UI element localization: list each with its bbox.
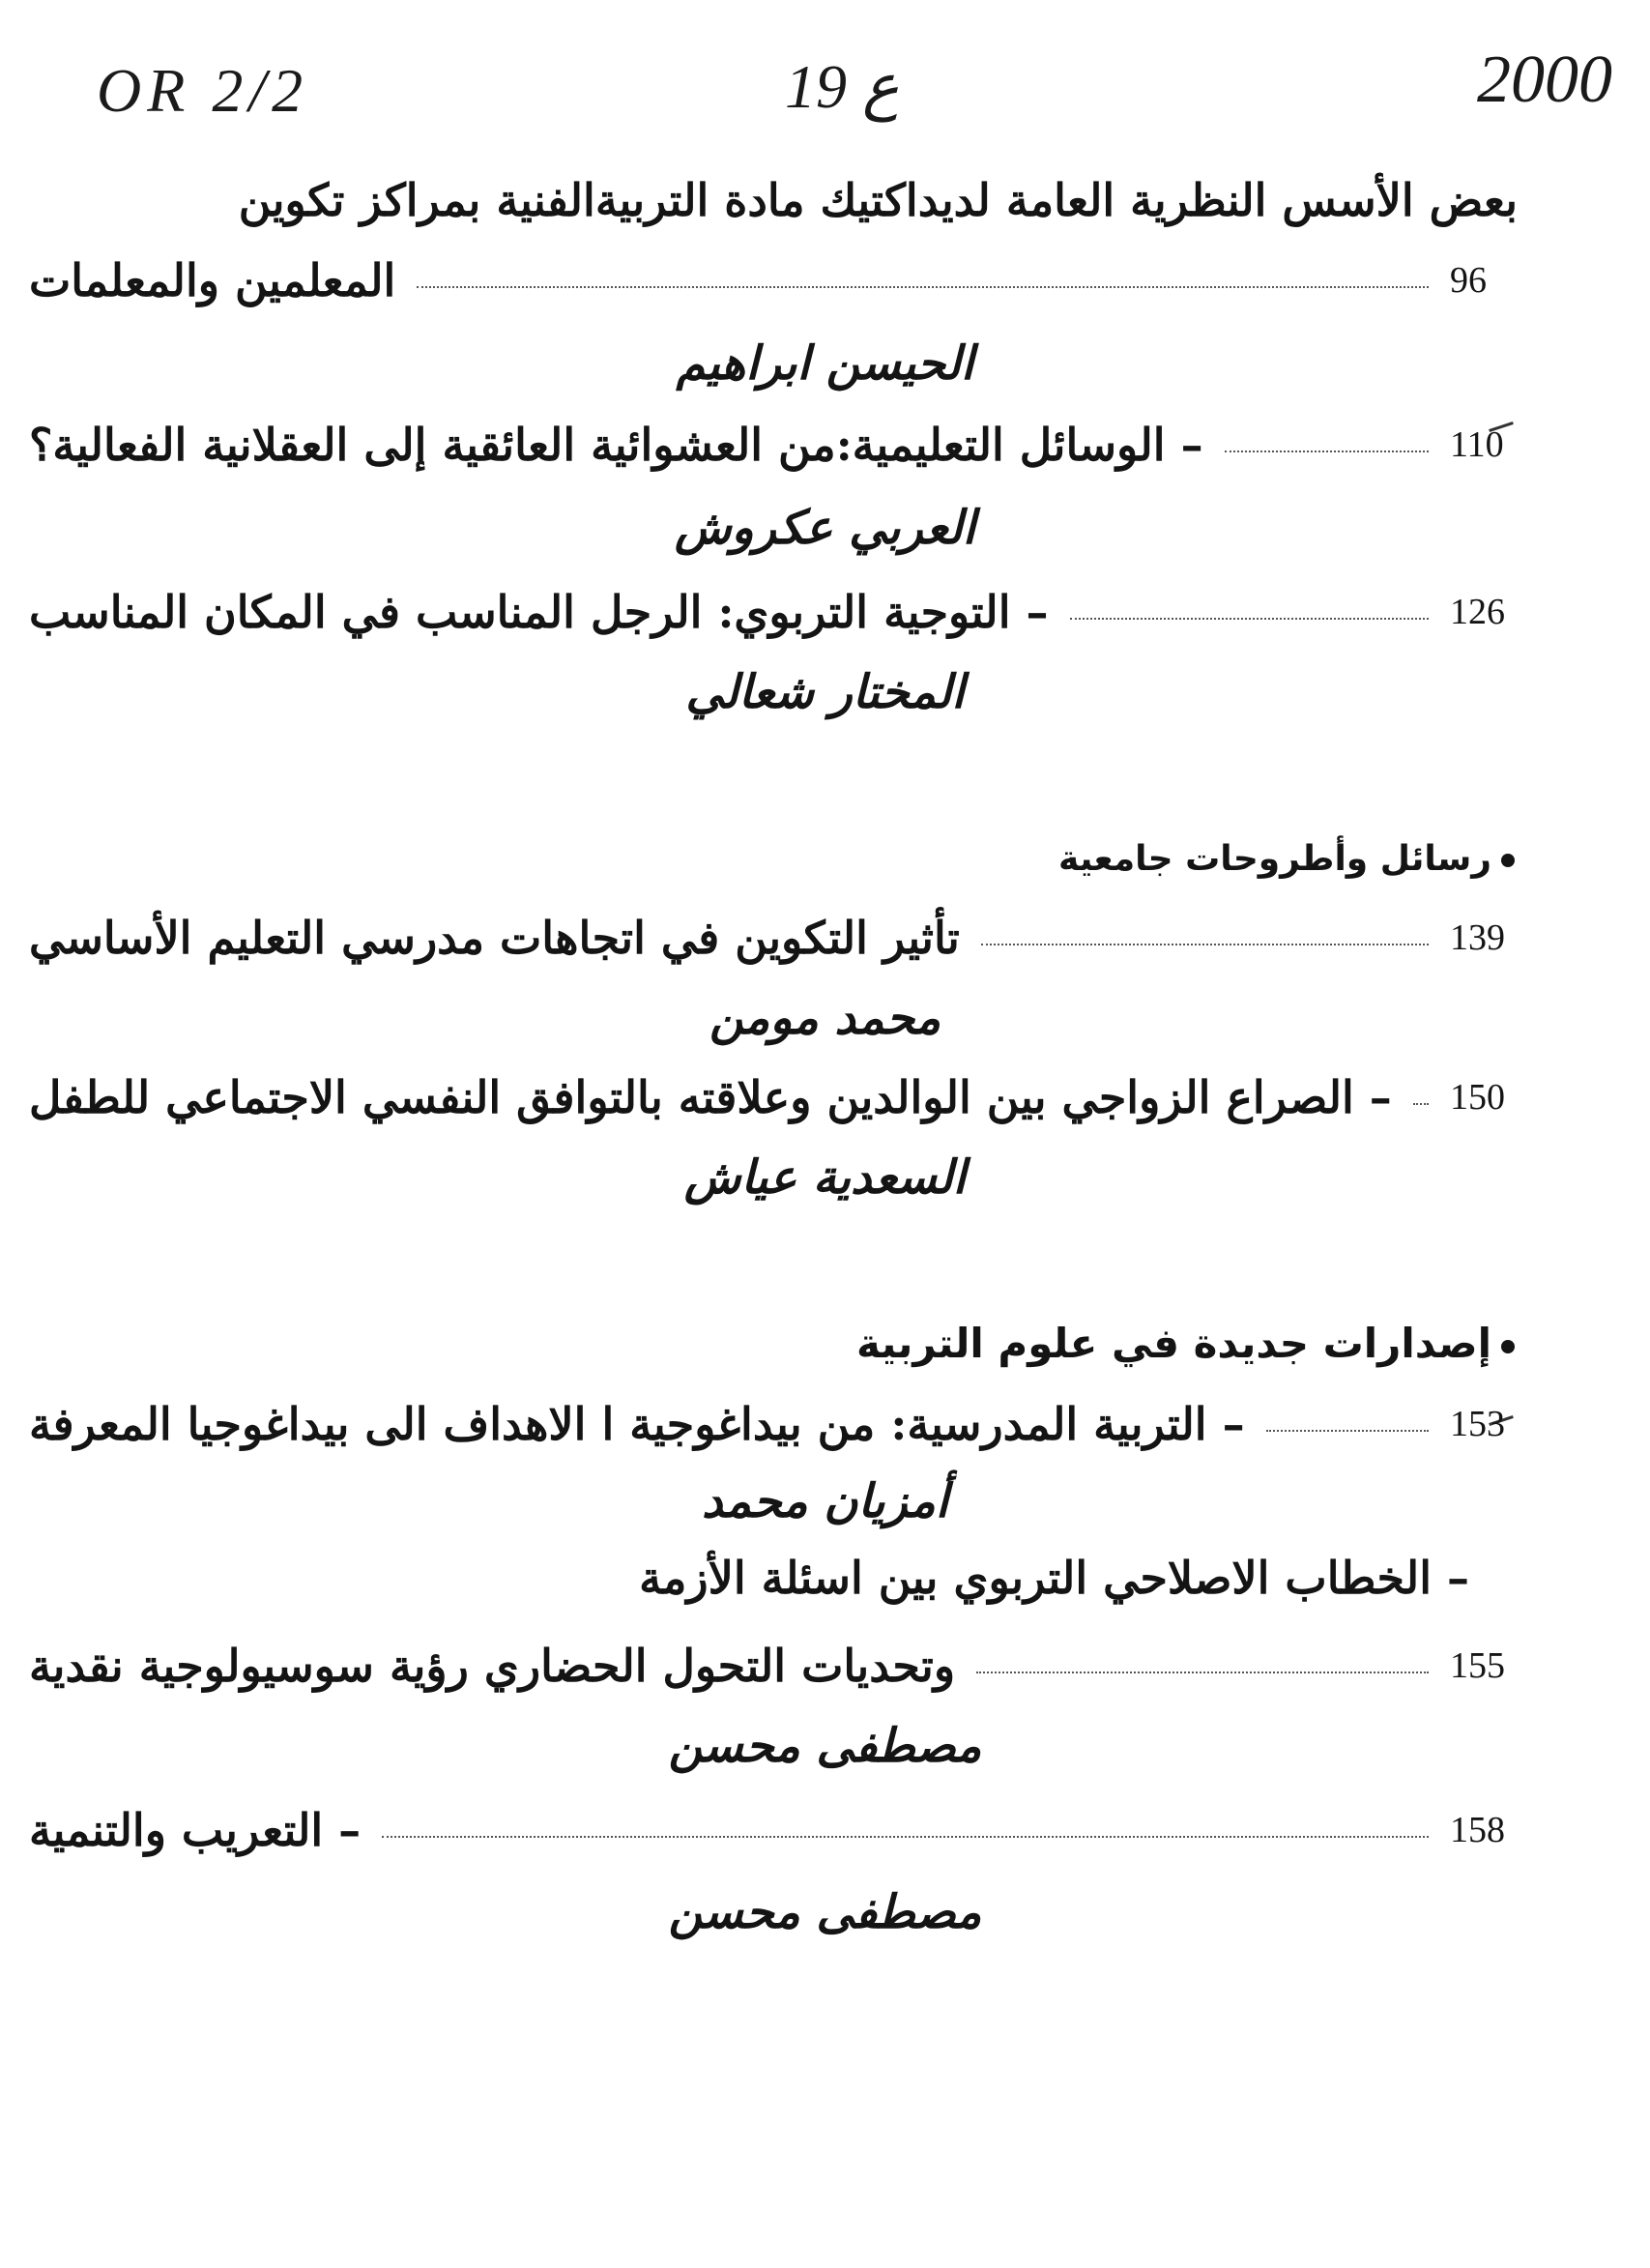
author-name: السعدية عياش — [683, 1150, 967, 1205]
page-number: 158 — [1450, 1810, 1505, 1850]
page-number: 96 — [1450, 260, 1487, 301]
author-name: مصطفى محسن — [668, 1719, 982, 1773]
page-number: 150 — [1450, 1077, 1505, 1118]
section-heading-publications — [856, 1320, 1515, 1367]
author-name: أمزيان محمد — [701, 1474, 949, 1528]
toc-entry[interactable] — [29, 904, 1518, 972]
dot-leader — [976, 1672, 1429, 1673]
section-label: إصدارات جديدة في علوم التربية — [855, 1320, 1491, 1367]
page-number: 126 — [1450, 592, 1505, 632]
handwritten-issue-number: 19 ع — [785, 52, 900, 121]
author-name: مصطفى محسن — [668, 1885, 982, 1939]
dot-leader — [1413, 1103, 1429, 1105]
author-name: المختار شعالي — [685, 665, 965, 719]
bullet-icon — [1501, 854, 1515, 867]
toc-entry-title: – التوجية التربوي: الرجل المناسب في المكان المناسب — [29, 586, 1049, 638]
toc-entry[interactable] — [29, 1796, 1518, 1864]
page-number: 139 — [1450, 917, 1505, 958]
page-number: 110 — [1450, 424, 1504, 465]
dot-leader — [417, 286, 1429, 288]
toc-entry-title: – الصراع الزواجي بين الوالدين وعلاقته بالتوافق النفسي الاجتماعي للطفل — [29, 1071, 1392, 1123]
section-label: رسائل وأطروحات جامعية — [1058, 839, 1491, 879]
page-number: 155 — [1450, 1645, 1505, 1686]
toc-entry-title-line: – الخطاب الاصلاحي التربوي بين اسئلة الأزمة — [639, 1552, 1469, 1604]
toc-entry[interactable] — [29, 411, 1518, 479]
handwritten-reference: OR 2/2 — [97, 56, 309, 125]
handwritten-year: 2000 — [1477, 43, 1612, 117]
toc-entry[interactable] — [29, 247, 1518, 314]
toc-entry[interactable] — [29, 1390, 1518, 1458]
dot-leader — [382, 1836, 1429, 1838]
toc-entry-title: – الوسائل التعليمية:من العشوائية العائقية إلى العقلانية الفعالية؟ — [29, 419, 1203, 471]
section-heading-theses — [1058, 839, 1515, 879]
bullet-icon — [1501, 1340, 1515, 1353]
toc-entry-title-line: بعض الأسس النظرية العامة لديداكتيك مادة التربيةالفنية بمراكز تكوين — [238, 174, 1518, 226]
toc-entry-title: تأثير التكوين في اتجاهات مدرسي التعليم الأساسي — [29, 912, 960, 964]
author-name: العربي عكروش — [674, 501, 976, 555]
page-number: 153 — [1450, 1404, 1505, 1444]
toc-entry-title: – التعريب والتنمية — [29, 1804, 362, 1856]
toc-entry[interactable] — [29, 1632, 1518, 1700]
dot-leader — [981, 944, 1429, 945]
dot-leader — [1070, 618, 1430, 620]
toc-entry-title: المعلمين والمعلمات — [29, 254, 396, 306]
toc-entry[interactable] — [29, 578, 1518, 646]
dot-leader — [1225, 451, 1429, 452]
toc-entry-title: – التربية المدرسية: من بيداغوجية ا الاهداف الى بيداغوجيا المعرفة — [29, 1398, 1245, 1450]
author-name: محمد مومن — [709, 991, 941, 1045]
author-name: الحيسن ابراهيم — [676, 336, 974, 391]
dot-leader — [1266, 1430, 1429, 1432]
toc-entry-title: وتحديات التحول الحضاري رؤية سوسيولوجية نقدية — [29, 1640, 956, 1692]
toc-entry[interactable] — [29, 1063, 1518, 1131]
